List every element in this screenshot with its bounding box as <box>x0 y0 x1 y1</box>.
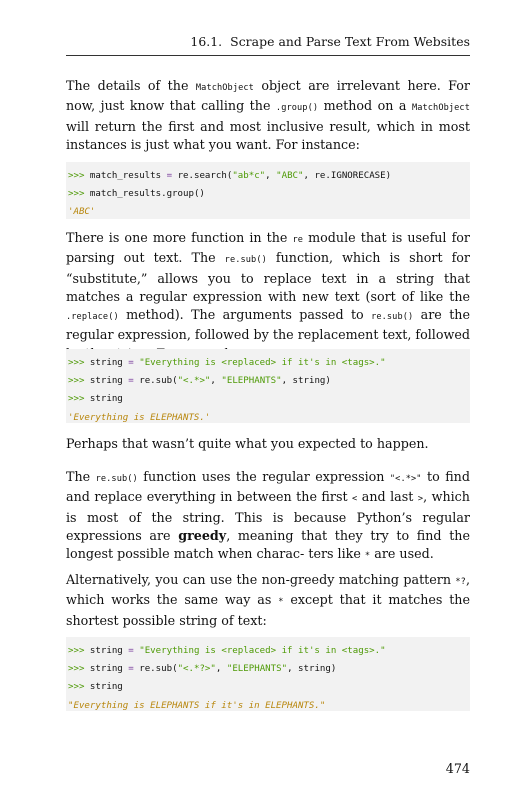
text-run: , which is most of the string. This is because Python’s regular expressions are <box>66 489 470 543</box>
text-run: and last <box>361 489 414 505</box>
code-operator: = <box>128 376 134 387</box>
text-run: Alternatively, you can use the non-greedy matching pattern <box>66 572 452 587</box>
inline-code: re <box>292 235 304 245</box>
prompt: >>> <box>68 394 85 405</box>
code-text: match_results.group() <box>89 189 205 200</box>
text-run: object are irrelevant here. For now, just know that calling the <box>66 78 470 114</box>
code-rest: , string) <box>281 376 331 387</box>
inline-code: MatchObject <box>411 103 470 114</box>
code-operator: = <box>128 664 134 675</box>
code-line <box>66 663 470 681</box>
inline-code: > <box>417 494 424 505</box>
code-call: re.sub( <box>139 376 178 387</box>
code-sep: , <box>210 376 222 387</box>
code-call: re.search( <box>177 171 233 181</box>
code-string: "<.*>" <box>177 376 211 387</box>
inline-code: "<.*>" <box>389 474 422 484</box>
prompt: >>> <box>68 376 85 387</box>
code-string: "ab*c" <box>232 171 266 181</box>
code-string: "ELEPHANTS" <box>226 664 288 675</box>
code-string: "Everything is <replaced> if it's in <tags>." <box>139 358 386 368</box>
code-string: "<.*?>" <box>177 664 216 675</box>
text-run: The details of the <box>66 78 189 93</box>
code-var: string <box>89 646 123 656</box>
code-line <box>66 393 470 411</box>
code-sep: , <box>215 664 227 675</box>
text-run: are used. <box>374 546 434 562</box>
code-sep: , <box>265 171 277 181</box>
prompt: >>> <box>68 682 85 693</box>
text-run: will return the first and most inclusive result, which in most instances is just what you want. For instance: <box>66 118 470 152</box>
code-line <box>66 645 470 663</box>
code-line <box>66 681 470 699</box>
paragraph-expected <box>66 435 470 453</box>
text-run: function uses the regular expression <box>143 469 385 484</box>
text-run: module that is useful for parsing out text. The <box>66 230 470 266</box>
code-var: match_results <box>89 171 162 181</box>
code-line <box>66 357 470 375</box>
code-string: "ABC" <box>276 171 304 181</box>
running-header <box>66 34 470 49</box>
inline-code: * <box>278 597 284 608</box>
code-block-greedy <box>66 349 470 423</box>
section-title: Scrape and Parse Text From Websites <box>230 34 470 49</box>
inline-code: < <box>352 494 358 505</box>
paragraph-re-sub <box>66 229 470 363</box>
paragraph-non-greedy <box>66 571 470 630</box>
code-var: string <box>89 664 123 675</box>
inline-code: re.sub() <box>95 474 138 484</box>
code-output: 'Everything is ELEPHANTS.' <box>68 412 211 423</box>
inline-code: * <box>364 551 371 562</box>
code-operator: = <box>128 646 134 656</box>
text-run: method). The arguments passed to <box>126 307 364 323</box>
book-page <box>66 0 470 800</box>
prompt: >>> <box>68 189 85 200</box>
text-run: to find and replace everything in between the first <box>66 469 470 505</box>
prompt: >>> <box>68 171 85 181</box>
code-text: string <box>89 394 123 405</box>
text-run: , meaning that they try to find the longest possible match when charac- ters like <box>66 527 470 562</box>
code-block-search <box>66 162 470 219</box>
code-line <box>66 170 470 188</box>
text-run: The <box>66 469 91 484</box>
code-string: "ELEPHANTS" <box>221 376 282 387</box>
text-run: method on a <box>323 98 407 114</box>
inline-code: *? <box>455 577 466 587</box>
code-var: string <box>89 376 123 387</box>
code-output: "Everything is ELEPHANTS if it's in ELEPHANTS." <box>68 700 326 711</box>
code-operator: = <box>128 358 134 368</box>
code-output: 'ABC' <box>68 207 96 218</box>
text-run: function, which is short for “substitute,” allows you to replace text in a string that matches a regular expression with new text (sort of like the <box>66 250 470 304</box>
inline-code: .replace() <box>66 312 119 323</box>
inline-code: re.sub() <box>224 255 267 266</box>
text-run: are the regular expression, followed by the replacement text, followed <box>66 307 470 343</box>
paragraph-matchobject <box>66 77 470 154</box>
code-text: string <box>89 682 123 693</box>
text-run: , which works the same way as <box>66 572 470 608</box>
code-operator: = <box>166 171 173 181</box>
code-var: string <box>89 358 123 368</box>
text-run: Perhaps that wasn’t quite what you expected to happen. <box>66 436 429 451</box>
code-line <box>66 188 470 206</box>
code-line <box>66 375 470 393</box>
inline-code: MatchObject <box>195 83 254 93</box>
code-call: re.sub( <box>139 664 178 675</box>
paragraph-greedy <box>66 468 470 565</box>
code-rest: , re.IGNORECASE) <box>303 171 392 181</box>
section-number: 16.1. <box>190 34 223 49</box>
prompt: >>> <box>68 646 85 656</box>
text-run: There is one more function in the <box>66 230 288 245</box>
bold-term: greedy <box>178 527 227 543</box>
prompt: >>> <box>68 358 85 368</box>
prompt: >>> <box>68 664 85 675</box>
inline-code: .group() <box>275 103 319 114</box>
code-string: "Everything is <replaced> if it's in <tags>." <box>139 646 386 656</box>
page-number: 474 <box>445 761 470 776</box>
code-block-non-greedy <box>66 637 470 711</box>
header-rule <box>66 55 470 56</box>
text-run: except that it matches the shortest possible string of text: <box>66 592 470 628</box>
inline-code: re.sub() <box>371 312 414 323</box>
code-rest: , string) <box>287 664 337 675</box>
